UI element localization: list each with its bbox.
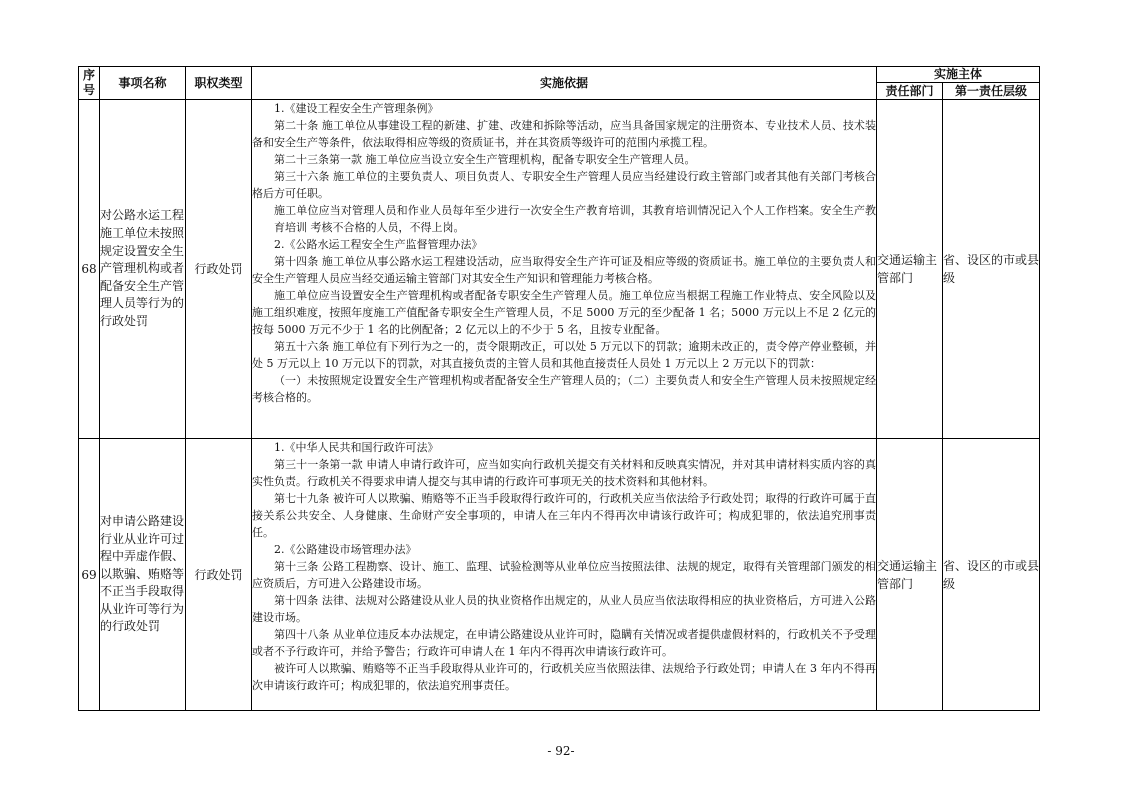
- header-name: 事项名称: [100, 67, 186, 100]
- row-responsibility-level: 省、设区的市或县级: [943, 439, 1040, 711]
- basis-paragraph: 施工单位应当设置安全生产管理机构或者配备专职安全生产管理人员。施工单位应当根据工程施工作业特点、安全风险以及施工组织难度，按照年度施工产值配备专职安全生产管理人员，不足 5000 万元的至少配备 1 名；5000 万元以上不足 2 亿元的按每 5000 万元不少于 1 名的比例配备；2 亿元以上的不少于 5 名，且按专业配备。: [252, 289, 876, 336]
- row-authority-type: 行政处罚: [186, 100, 252, 439]
- row-responsible-dept: 交通运输主管部门: [877, 100, 943, 439]
- row-responsibility-level: 省、设区的市或县级: [943, 100, 1040, 439]
- basis-paragraph: 被许可人以欺骗、贿赂等不正当手段取得从业许可的，行政机关应当依照法律、法规给予行政处罚；申请人在 3 年内不得再次申请该行政许可；构成犯罪的，依法追究刑事责任。: [252, 662, 876, 692]
- row-legal-basis: [252, 100, 877, 439]
- basis-paragraph: 第三十六条 施工单位的主要负责人、项目负责人、专职安全生产管理人员应当经建设行政主管部门或者其他有关部门考核合格后方可任职。: [252, 170, 876, 200]
- row-authority-type: 行政处罚: [186, 439, 252, 711]
- page-number: - 92-: [547, 744, 575, 758]
- basis-paragraph: 2.《公路建设市场管理办法》: [274, 543, 417, 556]
- row-item-name: 对公路水运工程施工单位未按照规定设置安全生产管理机构或者配备安全生产管理人员等行为的行政处罚: [100, 100, 186, 439]
- table-row: [79, 439, 1040, 711]
- table-row: [79, 100, 1040, 439]
- header-level: 第一责任层级: [943, 83, 1040, 100]
- basis-paragraph: 2.《公路水运工程安全生产监督管理办法》: [274, 238, 483, 251]
- basis-paragraph: 第二十三条第一款 施工单位应当设立安全生产管理机构，配备专职安全生产管理人员。: [274, 153, 696, 166]
- basis-paragraph: 第二十条 施工单位从事建设工程的新建、扩建、改建和拆除等活动，应当具备国家规定的注册资本、专业技术人员、技术装备和安全生产等条件，依法取得相应等级的资质证书，并在其资质等级许可的范围内承揽工程。: [252, 119, 876, 149]
- basis-paragraph: 第五十六条 施工单位有下列行为之一的，责令限期改正，可以处 5 万元以下的罚款；逾期未改正的，责令停产停业整顿，并处 5 万元以上 10 万元以下的罚款，对其直接负责的主管人员和其他直接责任人员处 1 万元以上 2 万元以下的罚款：: [252, 340, 876, 370]
- header-dept: 责任部门: [877, 83, 943, 100]
- basis-paragraph: 1.《建设工程安全生产管理条例》: [274, 102, 439, 115]
- basis-paragraph: 第四十八条 从业单位违反本办法规定，在申请公路建设从业许可时，隐瞒有关情况或者提供虚假材料的，行政机关不予受理或者不予行政许可，并给予警告；行政许可申请人在 1 年内不得再次申请该行政许可。: [252, 628, 876, 658]
- row-seq: 68: [79, 100, 100, 439]
- basis-paragraph: 第三十一条第一款 申请人申请行政许可，应当如实向行政机关提交有关材料和反映真实情况，并对其申请材料实质内容的真实性负责。行政机关不得要求申请人提交与其申请的行政许可事项无关的技术资料和其他材料。: [252, 458, 876, 488]
- header-seq: 序号: [79, 67, 100, 100]
- basis-paragraph: （一）未按照规定设置安全生产管理机构或者配备安全生产管理人员的；（二）主要负责人和安全生产管理人员未按照规定经考核合格的。: [252, 374, 876, 404]
- basis-paragraph: 施工单位应当对管理人员和作业人员每年至少进行一次安全生产教育培训，其教育培训情况记入个人工作档案。安全生产教育培训 考核不合格的人员，不得上岗。: [274, 204, 876, 234]
- row-item-name: 对申请公路建设行业从业许可过程中弄虚作假、以欺骗、贿赂等不正当手段取得从业许可等行为的行政处罚: [100, 439, 186, 711]
- basis-paragraph: 第七十九条 被许可人以欺骗、贿赂等不正当手段取得行政许可的，行政机关应当依法给予行政处罚；取得的行政许可属于直接关系公共安全、人身健康、生命财产安全事项的，申请人在三年内不得再次申请该行政许可；构成犯罪的，依法追究刑事责任。: [252, 492, 876, 539]
- enforcement-table: [78, 66, 1040, 711]
- basis-paragraph: 第十四条 施工单位从事公路水运工程建设活动，应当取得安全生产许可证及相应等级的资质证书。施工单位的主要负责人和安全生产管理人员应当经交通运输主管部门对其安全生产知识和管理能力考核合格。: [252, 255, 876, 285]
- header-basis: 实施依据: [252, 67, 877, 100]
- basis-paragraph: 第十三条 公路工程勘察、设计、施工、监理、试验检测等从业单位应当按照法律、法规的规定，取得有关管理部门颁发的相应资质后，方可进入公路建设市场。: [252, 560, 876, 590]
- row-responsible-dept: 交通运输主管部门: [877, 439, 943, 711]
- header-type: 职权类型: [186, 67, 252, 100]
- header-subject: 实施主体: [877, 67, 1040, 83]
- row-seq: 69: [79, 439, 100, 711]
- basis-paragraph: 第十四条 法律、法规对公路建设从业人员的执业资格作出规定的，从业人员应当依法取得相应的执业资格后，方可进入公路建设市场。: [252, 594, 876, 624]
- basis-paragraph: 1.《中华人民共和国行政许可法》: [274, 441, 439, 454]
- row-legal-basis: [252, 439, 877, 711]
